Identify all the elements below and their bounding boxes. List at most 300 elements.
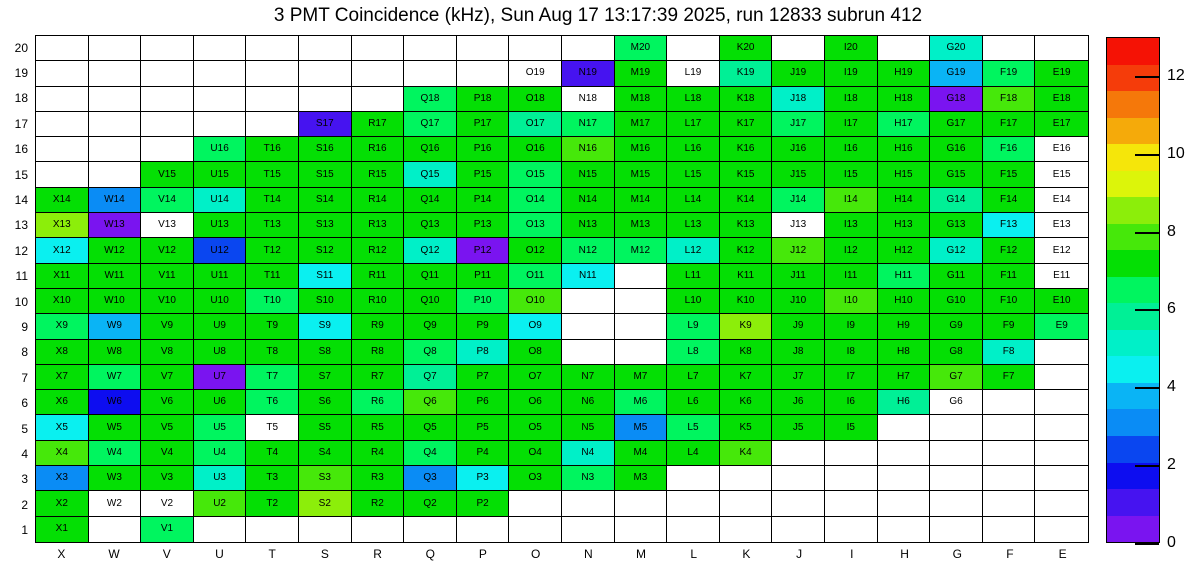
grid-cell: R12 — [352, 238, 405, 263]
grid-cell: Q6 — [404, 390, 457, 415]
grid-cell: L13 — [667, 213, 720, 238]
y-axis-label: 3 — [21, 472, 28, 487]
grid-cell: Q11 — [404, 264, 457, 289]
grid-cell: R6 — [352, 390, 405, 415]
grid-cell — [983, 441, 1036, 466]
grid-cell: I7 — [825, 365, 878, 390]
grid-cell: M18 — [615, 87, 668, 112]
grid-cell: H17 — [878, 112, 931, 137]
grid-cell: V3 — [141, 466, 194, 491]
grid-cell: V13 — [141, 213, 194, 238]
grid-cell: X1 — [36, 517, 89, 542]
grid-cell: P3 — [457, 466, 510, 491]
grid-cell: K6 — [720, 390, 773, 415]
grid-cell: F9 — [983, 314, 1036, 339]
grid-cell: P6 — [457, 390, 510, 415]
y-axis-label: 19 — [14, 66, 28, 81]
grid-cell: M13 — [615, 213, 668, 238]
grid-cell — [509, 517, 562, 542]
grid-cell — [36, 36, 89, 61]
grid-cell: L18 — [667, 87, 720, 112]
grid-cell: P10 — [457, 289, 510, 314]
grid-cell: J5 — [772, 415, 825, 440]
grid-cell: K11 — [720, 264, 773, 289]
colorbar-tick-label: 2 — [1167, 456, 1176, 474]
grid-cell — [930, 466, 983, 491]
grid-cell — [1035, 466, 1088, 491]
colorbar-band — [1107, 436, 1159, 463]
grid-cell — [352, 517, 405, 542]
grid-cell: S2 — [299, 491, 352, 516]
grid-cell: F8 — [983, 340, 1036, 365]
grid-cell — [299, 87, 352, 112]
grid-cell: N11 — [562, 264, 615, 289]
grid-cell: X6 — [36, 390, 89, 415]
grid-cell: G8 — [930, 340, 983, 365]
grid-cell: F10 — [983, 289, 1036, 314]
x-axis-label: W — [108, 547, 120, 561]
grid-cell: I10 — [825, 289, 878, 314]
grid-cell: Q7 — [404, 365, 457, 390]
grid-cell: I8 — [825, 340, 878, 365]
grid-cell: J18 — [772, 87, 825, 112]
grid-cell: P13 — [457, 213, 510, 238]
grid-cell: J8 — [772, 340, 825, 365]
grid-cell: I6 — [825, 390, 878, 415]
grid-cell — [562, 36, 615, 61]
grid-cell: R5 — [352, 415, 405, 440]
grid-cell: J13 — [772, 213, 825, 238]
grid-cell: T8 — [246, 340, 299, 365]
grid-cell — [1035, 491, 1088, 516]
grid-cell: P17 — [457, 112, 510, 137]
grid-cell — [983, 390, 1036, 415]
grid-cell: R4 — [352, 441, 405, 466]
grid-cell: T5 — [246, 415, 299, 440]
x-axis-label: V — [162, 547, 171, 561]
grid-cell: K16 — [720, 137, 773, 162]
grid-cell: V11 — [141, 264, 194, 289]
grid-cell: S9 — [299, 314, 352, 339]
grid-cell — [615, 517, 668, 542]
grid-cell: X11 — [36, 264, 89, 289]
grid-cell: I12 — [825, 238, 878, 263]
grid-cell — [246, 517, 299, 542]
grid-cell: F16 — [983, 137, 1036, 162]
grid-cell: K12 — [720, 238, 773, 263]
grid-cell: Q13 — [404, 213, 457, 238]
grid-cell — [615, 491, 668, 516]
y-axis-label: 7 — [21, 370, 28, 385]
grid-cell: L8 — [667, 340, 720, 365]
grid-cell: H8 — [878, 340, 931, 365]
grid-cell: L12 — [667, 238, 720, 263]
grid-cell: E14 — [1035, 188, 1088, 213]
grid-cell — [1035, 365, 1088, 390]
grid-cell: H12 — [878, 238, 931, 263]
grid-cell — [983, 491, 1036, 516]
grid-cell — [1035, 36, 1088, 61]
grid-cell: W10 — [89, 289, 142, 314]
grid-cell: I16 — [825, 137, 878, 162]
colorbar-band — [1107, 356, 1159, 383]
grid-cell — [720, 466, 773, 491]
grid-cell — [299, 61, 352, 86]
grid-cell — [36, 162, 89, 187]
grid-cell: K9 — [720, 314, 773, 339]
grid-cell: R2 — [352, 491, 405, 516]
grid-cell: M5 — [615, 415, 668, 440]
grid-cell: P14 — [457, 188, 510, 213]
grid-cell — [772, 491, 825, 516]
grid-cell: W7 — [89, 365, 142, 390]
grid-cell — [667, 36, 720, 61]
grid-cell — [352, 36, 405, 61]
grid-cell: W14 — [89, 188, 142, 213]
grid-cell — [772, 441, 825, 466]
grid-cell: N6 — [562, 390, 615, 415]
grid-cell: W3 — [89, 466, 142, 491]
grid-cell — [878, 517, 931, 542]
grid-cell: V6 — [141, 390, 194, 415]
grid-cell: I9 — [825, 314, 878, 339]
grid-cell: S5 — [299, 415, 352, 440]
grid-cell: T10 — [246, 289, 299, 314]
grid-cell: Q9 — [404, 314, 457, 339]
grid-cell: J7 — [772, 365, 825, 390]
grid-cell — [878, 441, 931, 466]
grid-cell: T11 — [246, 264, 299, 289]
grid-cell: K7 — [720, 365, 773, 390]
grid-cell: I11 — [825, 264, 878, 289]
grid-cell — [930, 415, 983, 440]
grid-cell: G13 — [930, 213, 983, 238]
grid-cell — [141, 87, 194, 112]
grid-cell: U14 — [194, 188, 247, 213]
x-axis-label: K — [742, 547, 751, 561]
grid-cell: J16 — [772, 137, 825, 162]
grid-cell — [89, 87, 142, 112]
y-axis-label: 12 — [14, 243, 28, 258]
y-axis-label: 5 — [21, 421, 28, 436]
grid-cell: Q18 — [404, 87, 457, 112]
grid-cell: N12 — [562, 238, 615, 263]
grid-cell: K15 — [720, 162, 773, 187]
grid-cell: S12 — [299, 238, 352, 263]
grid-cell: L10 — [667, 289, 720, 314]
x-axis-label: L — [690, 547, 698, 561]
grid-cell: E13 — [1035, 213, 1088, 238]
colorbar-tick — [1135, 309, 1159, 311]
x-axis-label: H — [900, 547, 909, 561]
grid-cell: G7 — [930, 365, 983, 390]
grid-cell: L15 — [667, 162, 720, 187]
colorbar-tick-label: 10 — [1167, 144, 1185, 162]
grid-cell: H6 — [878, 390, 931, 415]
grid-cell: L4 — [667, 441, 720, 466]
grid-cell: E11 — [1035, 264, 1088, 289]
grid-cell — [404, 61, 457, 86]
grid-cell — [457, 61, 510, 86]
y-axis-label: 13 — [14, 218, 28, 233]
y-axis-label: 16 — [14, 142, 28, 157]
x-axis-label: Q — [425, 547, 435, 561]
grid-cell: L5 — [667, 415, 720, 440]
grid-cell — [194, 112, 247, 137]
grid-cell — [562, 517, 615, 542]
grid-cell: P11 — [457, 264, 510, 289]
grid-cell: O13 — [509, 213, 562, 238]
colorbar-band — [1107, 38, 1159, 65]
grid-cell — [352, 87, 405, 112]
grid-cell: J15 — [772, 162, 825, 187]
grid-cell: Q12 — [404, 238, 457, 263]
grid-cell — [562, 491, 615, 516]
grid-cell: S4 — [299, 441, 352, 466]
grid-cell: O11 — [509, 264, 562, 289]
grid-cell: M15 — [615, 162, 668, 187]
colorbar-band — [1107, 277, 1159, 304]
grid-cell: G6 — [930, 390, 983, 415]
grid-cell: U5 — [194, 415, 247, 440]
grid-cell: W13 — [89, 213, 142, 238]
colorbar-tick — [1135, 76, 1159, 78]
grid-cell — [615, 264, 668, 289]
y-axis-label: 1 — [21, 523, 28, 538]
grid-cell: K5 — [720, 415, 773, 440]
grid-cell: W4 — [89, 441, 142, 466]
colorbar-tick-label: 6 — [1167, 300, 1176, 318]
grid-cell: V15 — [141, 162, 194, 187]
grid-cell: S17 — [299, 112, 352, 137]
grid-cell — [615, 314, 668, 339]
grid-cell: T9 — [246, 314, 299, 339]
grid-cell: E17 — [1035, 112, 1088, 137]
grid-cell: U12 — [194, 238, 247, 263]
grid-cell: Q2 — [404, 491, 457, 516]
grid-cell — [1035, 441, 1088, 466]
grid-cell: V5 — [141, 415, 194, 440]
grid-cell: L6 — [667, 390, 720, 415]
grid-cell — [89, 137, 142, 162]
colorbar-tick — [1135, 543, 1159, 545]
colorbar-tick — [1135, 232, 1159, 234]
grid-cell — [983, 415, 1036, 440]
grid-cell: X10 — [36, 289, 89, 314]
grid-cell — [983, 466, 1036, 491]
grid-cell — [667, 517, 720, 542]
grid-cell: N18 — [562, 87, 615, 112]
grid-cell: S3 — [299, 466, 352, 491]
grid-cell — [141, 112, 194, 137]
grid-cell: T12 — [246, 238, 299, 263]
x-axis-label: F — [1006, 547, 1014, 561]
grid-cell: J9 — [772, 314, 825, 339]
grid-cell: U15 — [194, 162, 247, 187]
grid-cell: E18 — [1035, 87, 1088, 112]
x-axis-label: E — [1058, 547, 1067, 561]
colorbar-band — [1107, 489, 1159, 516]
grid-cell: K19 — [720, 61, 773, 86]
grid-cell: X7 — [36, 365, 89, 390]
grid-cell — [299, 36, 352, 61]
y-axis-label: 6 — [21, 396, 28, 411]
grid-cell: I18 — [825, 87, 878, 112]
grid-cell: O18 — [509, 87, 562, 112]
x-axis-label: J — [796, 547, 803, 561]
grid-cell: G17 — [930, 112, 983, 137]
grid-cell: O8 — [509, 340, 562, 365]
grid-cell: O5 — [509, 415, 562, 440]
grid-cell: O14 — [509, 188, 562, 213]
grid-cell: V8 — [141, 340, 194, 365]
grid-cell: U4 — [194, 441, 247, 466]
grid-cell: T4 — [246, 441, 299, 466]
grid-cell: N13 — [562, 213, 615, 238]
grid-cell: L7 — [667, 365, 720, 390]
grid-cell — [930, 517, 983, 542]
grid-cell: X3 — [36, 466, 89, 491]
grid-cell: K13 — [720, 213, 773, 238]
grid-cell — [720, 517, 773, 542]
grid-cell: V1 — [141, 517, 194, 542]
grid-cell: Q14 — [404, 188, 457, 213]
grid-cell: L9 — [667, 314, 720, 339]
grid-cell — [825, 441, 878, 466]
grid-cell: P4 — [457, 441, 510, 466]
grid-cell — [89, 61, 142, 86]
grid-cell: W9 — [89, 314, 142, 339]
grid-cell: X13 — [36, 213, 89, 238]
grid-cell: S7 — [299, 365, 352, 390]
grid-cell: M14 — [615, 188, 668, 213]
grid-cell — [1035, 517, 1088, 542]
grid-cell: P2 — [457, 491, 510, 516]
grid-cell: J6 — [772, 390, 825, 415]
grid-cell: T13 — [246, 213, 299, 238]
grid-cell: T7 — [246, 365, 299, 390]
heatmap-grid — [35, 35, 1089, 543]
grid-cell — [1035, 390, 1088, 415]
grid-cell: N17 — [562, 112, 615, 137]
grid-cell — [404, 36, 457, 61]
grid-cell — [615, 340, 668, 365]
grid-cell: S15 — [299, 162, 352, 187]
grid-cell: L19 — [667, 61, 720, 86]
grid-cell — [772, 36, 825, 61]
grid-cell — [1035, 340, 1088, 365]
grid-cell: P15 — [457, 162, 510, 187]
grid-cell: K20 — [720, 36, 773, 61]
grid-cell: F12 — [983, 238, 1036, 263]
grid-cell: S8 — [299, 340, 352, 365]
grid-cell: U2 — [194, 491, 247, 516]
grid-cell: H19 — [878, 61, 931, 86]
y-axis-label: 18 — [14, 91, 28, 106]
grid-cell — [983, 36, 1036, 61]
grid-cell — [246, 112, 299, 137]
grid-cell: M16 — [615, 137, 668, 162]
colorbar-tick — [1135, 154, 1159, 156]
grid-cell: R3 — [352, 466, 405, 491]
grid-cell: X9 — [36, 314, 89, 339]
y-axis-label: 14 — [14, 193, 28, 208]
grid-cell: P16 — [457, 137, 510, 162]
grid-cell: U9 — [194, 314, 247, 339]
grid-cell — [36, 87, 89, 112]
x-axis-label: I — [850, 547, 854, 561]
grid-cell: Q4 — [404, 441, 457, 466]
grid-cell: N16 — [562, 137, 615, 162]
colorbar-tick-label: 8 — [1167, 222, 1176, 240]
grid-cell: U16 — [194, 137, 247, 162]
grid-cell: Q3 — [404, 466, 457, 491]
grid-cell — [141, 137, 194, 162]
grid-cell: O6 — [509, 390, 562, 415]
grid-cell: N4 — [562, 441, 615, 466]
colorbar-tick — [1135, 387, 1159, 389]
grid-cell: H14 — [878, 188, 931, 213]
grid-cell — [194, 87, 247, 112]
grid-cell: Q16 — [404, 137, 457, 162]
grid-cell — [89, 162, 142, 187]
grid-cell: U11 — [194, 264, 247, 289]
grid-cell — [404, 517, 457, 542]
grid-cell: I17 — [825, 112, 878, 137]
grid-cell: M12 — [615, 238, 668, 263]
grid-cell: P8 — [457, 340, 510, 365]
colorbar — [1106, 37, 1160, 543]
grid-cell: R15 — [352, 162, 405, 187]
grid-cell: H7 — [878, 365, 931, 390]
grid-cell: P5 — [457, 415, 510, 440]
grid-cell: O12 — [509, 238, 562, 263]
grid-cell — [89, 517, 142, 542]
grid-cell: H18 — [878, 87, 931, 112]
grid-cell: K4 — [720, 441, 773, 466]
grid-cell: G14 — [930, 188, 983, 213]
grid-cell: R7 — [352, 365, 405, 390]
grid-cell — [720, 491, 773, 516]
colorbar-band — [1107, 91, 1159, 118]
grid-cell: F19 — [983, 61, 1036, 86]
y-axis-label: 20 — [14, 40, 28, 55]
grid-cell: U8 — [194, 340, 247, 365]
grid-cell: G12 — [930, 238, 983, 263]
grid-cell: H13 — [878, 213, 931, 238]
grid-cell: R13 — [352, 213, 405, 238]
grid-cell — [562, 314, 615, 339]
grid-cell: L14 — [667, 188, 720, 213]
grid-cell — [562, 289, 615, 314]
colorbar-band — [1107, 516, 1159, 543]
colorbar-tick-label: 4 — [1167, 378, 1176, 396]
colorbar-band — [1107, 171, 1159, 198]
grid-cell: U13 — [194, 213, 247, 238]
grid-cell: M6 — [615, 390, 668, 415]
grid-cell: E19 — [1035, 61, 1088, 86]
grid-cell: K10 — [720, 289, 773, 314]
grid-cell — [509, 36, 562, 61]
y-axis-label: 17 — [14, 116, 28, 131]
grid-cell: X4 — [36, 441, 89, 466]
grid-cell — [667, 491, 720, 516]
grid-cell: T15 — [246, 162, 299, 187]
grid-cell: P9 — [457, 314, 510, 339]
colorbar-band — [1107, 330, 1159, 357]
grid-cell: G15 — [930, 162, 983, 187]
grid-cell: W5 — [89, 415, 142, 440]
